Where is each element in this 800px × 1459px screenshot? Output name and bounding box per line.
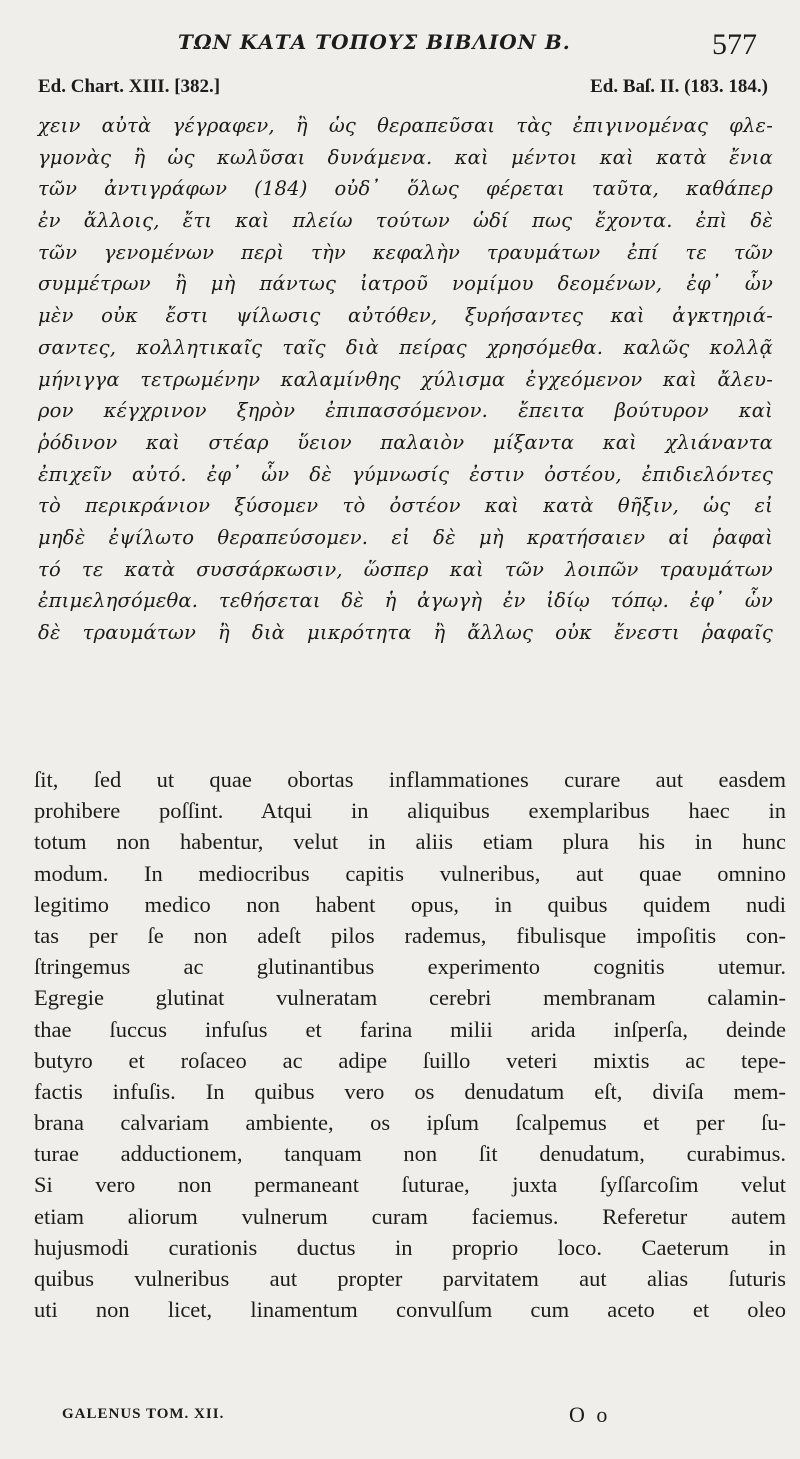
- signature-mark: O o: [569, 1402, 611, 1427]
- latin-text-line: brana calvariam ambiente, os ipſum ſcalpemus et per ſu-: [34, 1110, 786, 1136]
- edition-basel-reference: Ed. Baſ. II. (183. 184.): [590, 76, 768, 97]
- latin-text-line: Si vero non permaneant ſuturae, juxta ſyſſarcoſim velut: [34, 1172, 786, 1198]
- page-footer: [62, 1402, 622, 1430]
- greek-text-line: μὲν οὐκ ἔστι ψίλωσις αὐτόθεν, ξυρήσαντες καὶ ἀγκτηριά-: [38, 304, 773, 328]
- latin-text-line: tas per ſe non adeſt pilos rademus, fibulisque impoſitis con-: [34, 922, 786, 948]
- latin-text-line: hujusmodi curationis ductus in proprio loco. Caeterum in: [34, 1234, 786, 1260]
- greek-text-line: χειν αὐτὰ γέγραφεν, ἢ ὡς θεραπεῦσαι τὰς ἐπιγινομένας φλε-: [38, 114, 773, 137]
- latin-text-line: legitimo medico non habent opus, in quibus quidem nudi: [34, 891, 786, 917]
- greek-text-line: ἐν ἄλλοις, ἔτι καὶ πλείω τούτων ὡδί πως ἔχοντα. ἐπὶ δὲ: [38, 209, 773, 233]
- latin-text-line: Egregie glutinat vulneratam cerebri membranam calamin-: [34, 985, 786, 1011]
- latin-text-line: prohibere poſſint. Atqui in aliquibus exemplaribus haec in: [34, 798, 786, 824]
- latin-text-line: butyro et roſaceo ac adipe ſuillo veteri mixtis ac tepe-: [34, 1047, 786, 1073]
- greek-text-line: τὸ περικράνιον ξύσομεν τὸ ὀστέον καὶ κατὰ θῆξιν, ὡς εἰ: [38, 494, 773, 518]
- greek-text-line: τῶν ἀντιγράφων (184) οὐδ᾽ ὅλως φέρεται ταῦτα, καθάπερ: [38, 177, 773, 201]
- greek-text-line: τό τε κατὰ συσσάρκωσιν, ὥσπερ καὶ τῶν λοιπῶν τραυμάτων: [38, 557, 773, 581]
- greek-text-line: μήνιγγα τετρωμένην καλαμίνθης χύλισμα ἐγχεόμενον καὶ ἄλευ-: [38, 367, 773, 391]
- edition-reference-line: [38, 76, 768, 104]
- greek-text-line: ῥόδινον καὶ στέαρ ὕειον παλαιὸν μίξαντα καὶ χλιάναντα: [38, 430, 773, 454]
- greek-text-line: ρον κέγχρινον ξηρὸν ἐπιπασσόμενον. ἔπειτα βούτυρον καὶ: [38, 399, 773, 423]
- latin-text-line: uti non licet, linamentum convulſum cum aceto et oleo: [34, 1297, 786, 1323]
- latin-text-line: quibus vulneribus aut propter parvitatem aut alias ſuturis: [34, 1266, 786, 1291]
- latin-text-line: ſit, ſed ut quae obortas inflammationes curare aut easdem: [34, 767, 786, 792]
- latin-text-line: turae adductionem, tanquam non ſit denudatum, curabimus.: [34, 1141, 786, 1167]
- running-title: ΤΩΝ ΚΑΤΑ ΤΟΠΟΥΣ ΒΙΒΛΙΟΝ Β.: [178, 30, 571, 54]
- latin-text-line: totum non habentur, velut in aliis etiam plura his in hunc: [34, 829, 786, 855]
- latin-text-line: modum. In mediocribus capitis vulneribus, aut quae omnino: [34, 860, 786, 886]
- latin-text-line: factis infuſis. In quibus vero os denudatum eſt, diviſa mem-: [34, 1078, 786, 1104]
- latin-text-line: ſtringemus ac glutinantibus experimento cognitis utemur.: [34, 954, 786, 980]
- running-head: [0, 28, 800, 68]
- page-number: 577: [712, 28, 757, 61]
- greek-text-line: δὲ τραυμάτων ἢ διὰ μικρότητα ἢ ἄλλως οὐκ ἔνεστι ῥαφαῖς: [38, 621, 773, 644]
- greek-text-line: τῶν γενομένων περὶ τὴν κεφαλὴν τραυμάτων ἐπί τε τῶν: [38, 240, 773, 264]
- greek-text-line: ἐπιμελησόμεθα. τεθήσεται δὲ ἡ ἀγωγὴ ἐν ἰδίῳ τόπῳ. ἐφ᾽ ὧν: [38, 589, 773, 613]
- edition-chart-reference: Ed. Chart. XIII. [382.]: [38, 76, 221, 97]
- greek-text-line: ἐπιχεῖν αὐτό. ἐφ᾽ ὧν δὲ γύμνωσίς ἐστιν ὀστέου, ἐπιδιελόντες: [38, 462, 773, 486]
- greek-text-line: συμμέτρων ἢ μὴ πάντως ἰατροῦ νομίμου δεομένων, ἐφ᾽ ὧν: [38, 272, 773, 296]
- latin-text-line: etiam aliorum vulnerum curam faciemus. Referetur autem: [34, 1203, 786, 1229]
- volume-note: GALENUS TOM. XII.: [62, 1406, 225, 1422]
- greek-text-line: μηδὲ ἐψίλωτο θεραπεύσομεν. εἰ δὲ μὴ κρατήσαιεν αἱ ῥαφαὶ: [38, 525, 773, 549]
- latin-text-line: thae ſuccus infuſus et farina milii arida inſperſa, deinde: [34, 1016, 786, 1042]
- greek-text-line: γμονὰς ἢ ὡς κωλῦσαι δυνάμενα. καὶ μέντοι καὶ κατὰ ἔνια: [38, 145, 773, 169]
- greek-text-block: [38, 110, 773, 649]
- latin-text-block: [34, 764, 786, 1325]
- greek-text-line: σαντες, κολλητικαῖς ταῖς διὰ πείρας χρησόμεθα. καλῶς κολλᾷ: [38, 335, 773, 359]
